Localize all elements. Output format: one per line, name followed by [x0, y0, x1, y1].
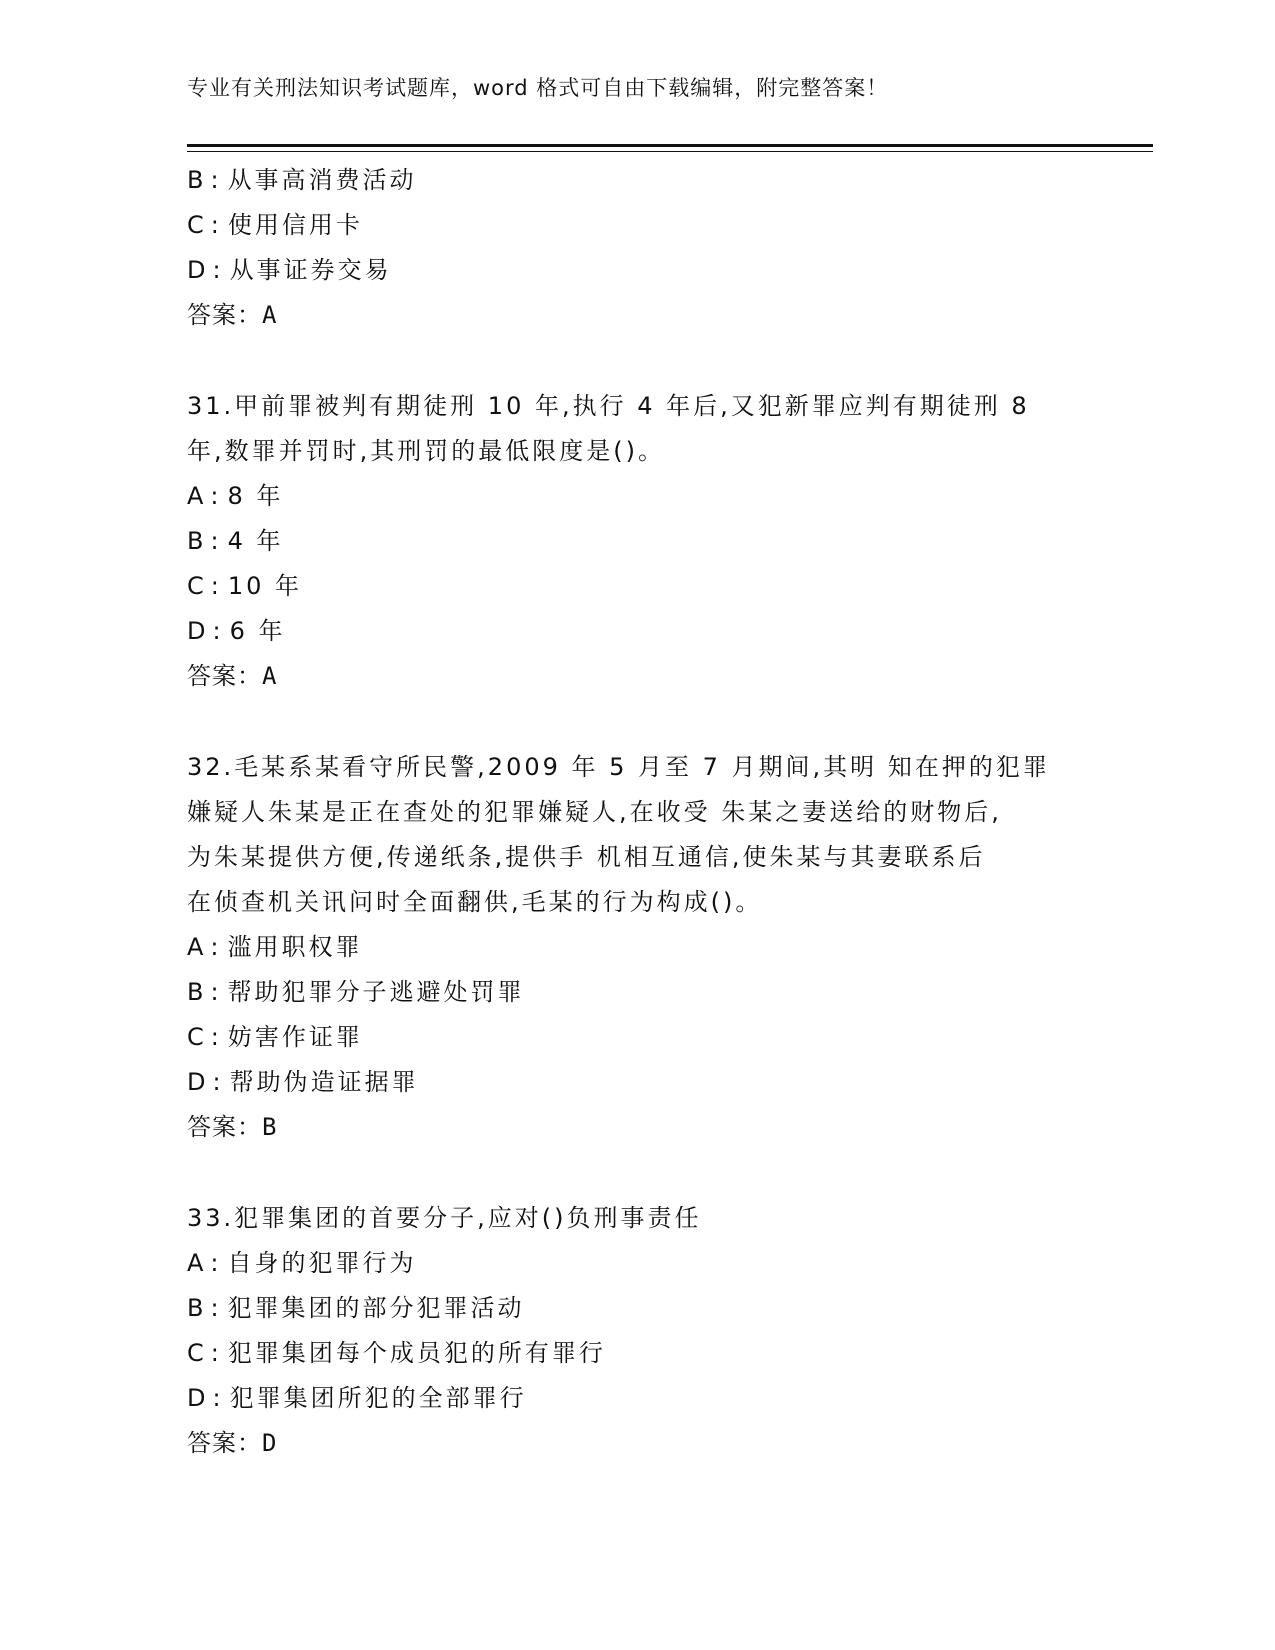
answer-line: 答案：A — [187, 301, 278, 329]
option-a: A : 自身的犯罪行为 — [187, 1249, 417, 1277]
option-d: D : 犯罪集团所犯的全部罪行 — [187, 1384, 527, 1412]
option-a: A : 滥用职权罪 — [187, 933, 363, 961]
question-text: 嫌疑人朱某是正在查处的犯罪嫌疑人,在收受 朱某之妻送给的财物后, — [187, 798, 1002, 826]
option-c: C : 犯罪集团每个成员犯的所有罪行 — [187, 1339, 606, 1367]
page-header: 专业有关刑法知识考试题库，word 格式可自由下载编辑，附完整答案！ — [187, 76, 889, 100]
option-b: B : 帮助犯罪分子逃避处罚罪 — [187, 978, 525, 1006]
question-text: 在侦查机关讯问时全面翻供,毛某的行为构成()。 — [187, 888, 763, 916]
question-text: 为朱某提供方便,传递纸条,提供手 机相互通信,使朱某与其妻联系后 — [187, 843, 986, 871]
question-32 — [187, 745, 1087, 1150]
option-c: C : 10 年 — [187, 572, 303, 600]
question-text: 32.毛某系某看守所民警,2009 年 5 月至 7 月期间,其明 知在押的犯罪 — [187, 753, 1050, 781]
question-text: 年,数罪并罚时,其刑罚的最低限度是()。 — [187, 437, 665, 465]
carryover-block — [187, 158, 1087, 338]
question-31 — [187, 384, 1087, 699]
header-divider-thick — [187, 144, 1153, 147]
option-c: C : 妨害作证罪 — [187, 1023, 363, 1051]
answer-line: 答案：A — [187, 662, 278, 690]
option-a: A : 8 年 — [187, 482, 284, 510]
option-b: B : 从事高消费活动 — [187, 166, 417, 194]
option-d: D : 从事证券交易 — [187, 256, 392, 284]
option-c: C : 使用信用卡 — [187, 211, 363, 239]
option-d: D : 帮助伪造证据罪 — [187, 1068, 419, 1096]
answer-line: 答案：B — [187, 1113, 278, 1141]
question-33 — [187, 1196, 1087, 1466]
option-d: D : 6 年 — [187, 617, 286, 645]
question-text: 33.犯罪集团的首要分子,应对()负刑事责任 — [187, 1204, 702, 1232]
question-text: 31.甲前罪被判有期徒刑 10 年,执行 4 年后,又犯新罪应判有期徒刑 8 — [187, 392, 1030, 420]
option-b: B : 犯罪集团的部分犯罪活动 — [187, 1294, 525, 1322]
option-b: B : 4 年 — [187, 527, 284, 555]
answer-line: 答案：D — [187, 1429, 278, 1457]
question-content — [187, 158, 1087, 1466]
header-divider-thin — [187, 151, 1153, 152]
